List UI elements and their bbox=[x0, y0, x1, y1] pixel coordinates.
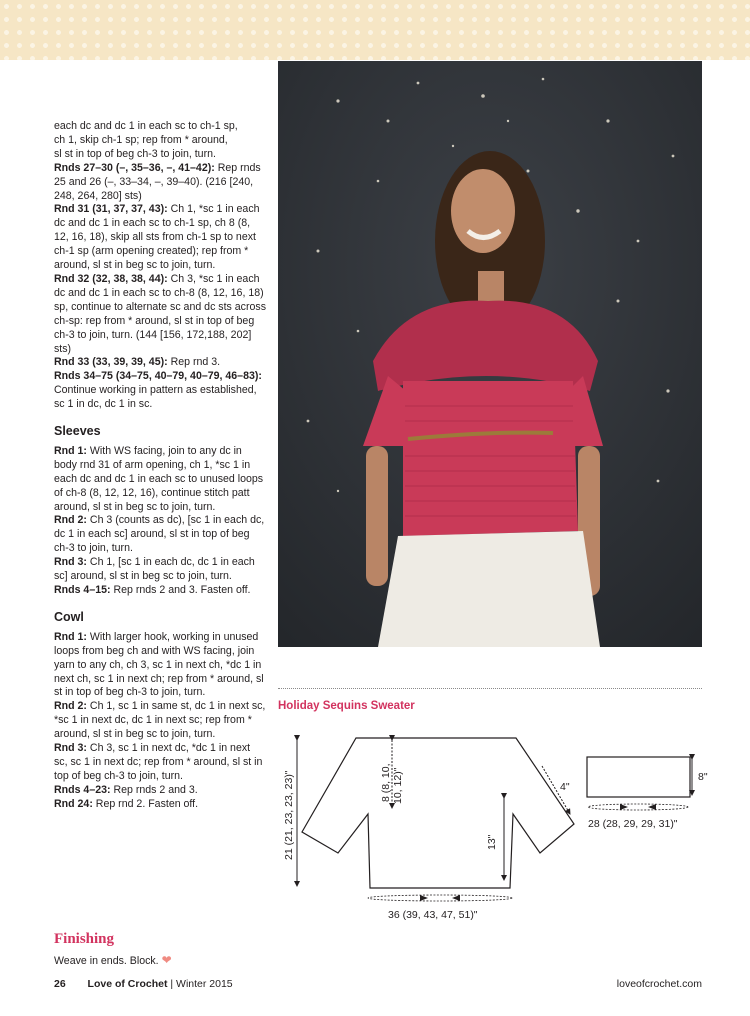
round-instruction bbox=[54, 584, 266, 598]
round-label: Rnds 4–15: bbox=[54, 584, 111, 596]
round-label: Rnd 3: bbox=[54, 742, 87, 755]
sleeves-heading: Sleeves bbox=[54, 424, 101, 439]
round-instruction bbox=[54, 798, 266, 812]
round-instruction bbox=[54, 273, 266, 356]
round-instruction bbox=[54, 356, 266, 370]
round-text: Ch 1, sc 1 in same st, dc 1 in next sc, *sc 1 in next dc, dc 1 in next sc; rep from * around, sl st in beg sc to join, turn. bbox=[54, 700, 266, 741]
intro-line: ch 1, skip ch-1 sp; rep from * around, bbox=[54, 133, 228, 146]
round-label: Rnd 2: bbox=[54, 514, 87, 527]
round-instruction bbox=[54, 556, 266, 584]
body-rounds-list bbox=[54, 162, 266, 412]
round-text: Rep rnds 2 and 3. bbox=[110, 783, 198, 796]
diagram-title: Holiday Sequins Sweater bbox=[278, 700, 415, 712]
cowl-width-arrowheads bbox=[620, 804, 656, 810]
model-photo bbox=[278, 61, 702, 647]
round-instruction bbox=[54, 445, 266, 515]
round-label: Rnds 27–30 (–, 35–36, –, 41–42): bbox=[54, 161, 215, 174]
round-text: Rep rnd 3. bbox=[167, 356, 221, 369]
yoke-label-line1: 8 (8, 10, bbox=[380, 763, 392, 802]
round-text: With larger hook, working in unused loops from beg ch and with WS facing, join yarn to any ch, ch 3, sc 1 in next ch, *dc 1 in next ch, sc 1 in next ch; rep from * around, sl st in top of beg ch-3 to join, turn. bbox=[54, 630, 264, 699]
round-label: Rnd 31 (31, 37, 37, 43): bbox=[54, 203, 168, 216]
yoke-label-line2: 10, 12)" bbox=[392, 767, 404, 804]
round-instruction bbox=[54, 742, 266, 784]
finishing-text: Weave in ends. Block. bbox=[54, 955, 159, 967]
white-skirt bbox=[378, 531, 600, 647]
round-label: Rnd 1: bbox=[54, 444, 87, 457]
cowl-rectangle bbox=[587, 757, 690, 797]
intro-lines bbox=[54, 120, 266, 162]
heart-icon: ❤ bbox=[161, 953, 172, 967]
round-instruction bbox=[54, 203, 266, 273]
round-text: Ch 1, [sc 1 in each dc, dc 1 in each sc] around, sl st in beg sc to join, turn. bbox=[54, 556, 255, 583]
round-text: Rep rnds 2 and 3. Fasten off. bbox=[110, 584, 251, 596]
width-arrowheads bbox=[420, 895, 460, 901]
round-text: Continue working in pattern as established, sc 1 in dc, dc 1 in sc. bbox=[54, 384, 257, 411]
sweater-outline bbox=[302, 738, 574, 888]
left-arm bbox=[366, 446, 388, 586]
magazine-name: Love of Crochet bbox=[87, 978, 168, 990]
round-label: Rnds 4–23: bbox=[54, 783, 111, 796]
polka-dot-header-band bbox=[0, 0, 750, 60]
sleeves-rounds-list bbox=[54, 445, 266, 598]
round-label: Rnd 32 (32, 38, 38, 44): bbox=[54, 272, 168, 285]
round-label: Rnd 24: bbox=[54, 797, 93, 810]
finishing-text-line bbox=[54, 953, 172, 967]
intro-line: each dc and dc 1 in each sc to ch-1 sp, bbox=[54, 120, 238, 132]
page-number: 26 bbox=[54, 978, 66, 990]
round-instruction bbox=[54, 700, 266, 742]
cowl-rounds-list bbox=[54, 631, 266, 812]
round-instruction bbox=[54, 514, 266, 556]
cowl-heading: Cowl bbox=[54, 609, 84, 624]
round-instruction bbox=[54, 162, 266, 204]
finishing-heading: Finishing bbox=[54, 931, 115, 947]
round-label: Rnds 34–75 (34–75, 40–79, 40–79, 46–83): bbox=[54, 370, 262, 383]
slope-label: 4" bbox=[560, 781, 570, 793]
footer-left bbox=[54, 978, 233, 990]
sweater-body bbox=[403, 381, 578, 536]
schematic-svg bbox=[278, 720, 718, 930]
round-text: Ch 1, *sc 1 in each dc and dc 1 in each sc to ch-1 sp, ch 8 (8, 12, 16, 18), skip all sts from ch-1 sp to next ch-1 sp (arm opening created); rep from * around, sl st in beg sc to join, turn. bbox=[54, 203, 260, 272]
face bbox=[451, 169, 515, 253]
round-label: Rnd 33 (33, 39, 39, 45): bbox=[54, 356, 168, 369]
website-link[interactable]: loveofcrochet.com bbox=[616, 978, 702, 990]
pattern-instructions-column bbox=[54, 120, 266, 812]
round-label: Rnd 3: bbox=[54, 556, 87, 569]
model-photo-illustration bbox=[278, 61, 702, 647]
width-arrow bbox=[368, 895, 512, 901]
cowl-width-arrow bbox=[588, 804, 688, 810]
round-text: Ch 3 (counts as dc), [sc 1 in each dc, dc 1 in each sc] around, sl st in top of beg ch-3 to join, turn. bbox=[54, 514, 265, 555]
round-label: Rnd 2: bbox=[54, 700, 87, 713]
round-instruction bbox=[54, 370, 266, 412]
intro-line: sl st in top of beg ch-3 to join, turn. bbox=[54, 147, 216, 160]
schematic-diagram bbox=[278, 720, 718, 930]
cowl-width-label: 28 (28, 29, 29, 31)" bbox=[588, 818, 678, 830]
round-text: Ch 3, *sc 1 in each dc and dc 1 in each sc to ch-8 (8, 12, 16, 18) sp, continue to alternate sc and dc sts across ch-sp: rep from * around, sl st in top of beg ch-3 to join, turn. (144 [156, 172,188, 202] sts) bbox=[54, 272, 266, 355]
dotted-divider bbox=[278, 688, 702, 689]
height-label: 21 (21, 23, 23, 23)" bbox=[283, 770, 295, 860]
round-instruction bbox=[54, 631, 266, 701]
issue-label: | Winter 2015 bbox=[167, 978, 233, 990]
round-instruction bbox=[54, 784, 266, 798]
width-label: 36 (39, 43, 47, 51)" bbox=[388, 909, 478, 921]
round-text: Rep rnd 2. Fasten off. bbox=[92, 797, 199, 810]
cowl-height-label: 8" bbox=[698, 771, 708, 783]
side-label: 13" bbox=[486, 834, 498, 850]
round-text: With WS facing, join to any dc in body rnd 31 of arm opening, ch 1, *sc 1 in each dc and dc 1 in each sc to unused loops of ch-8 (8, 12, 12, 16), continue stitch patt around, sl st in beg sc to join, turn. bbox=[54, 444, 264, 513]
round-label: Rnd 1: bbox=[54, 630, 87, 643]
round-text: Rep rnds 25 and 26 (–, 33–34, –, 39–40). (216 [240, 248, 264, 280] sts) bbox=[54, 161, 261, 202]
round-text: Ch 3, sc 1 in next dc, *dc 1 in next sc, sc 1 in next dc; rep from * around, sl st in top of beg ch-3 to join, turn. bbox=[54, 742, 263, 782]
